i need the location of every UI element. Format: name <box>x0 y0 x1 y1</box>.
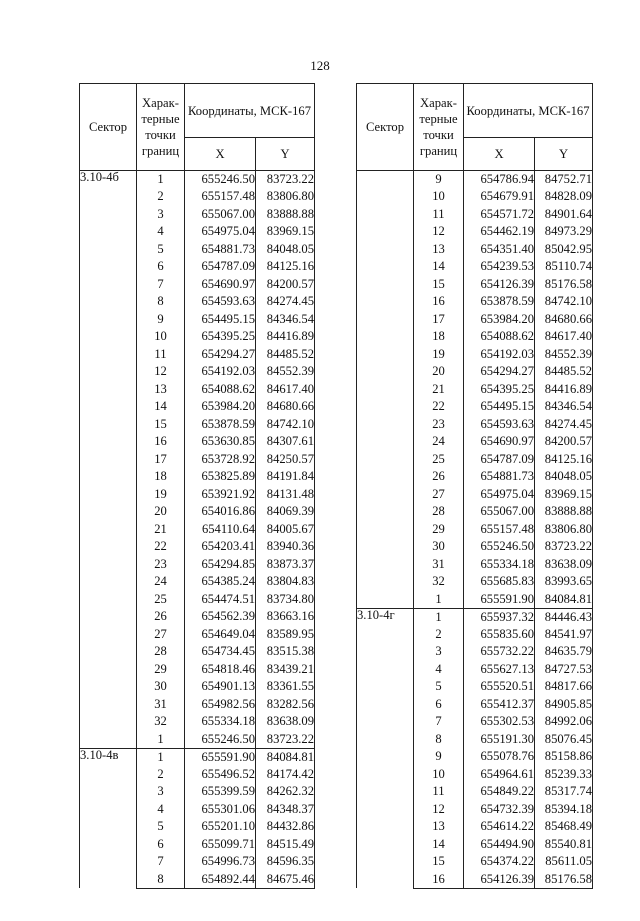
y-coordinate-cell: 84552.39 <box>535 346 593 364</box>
point-number-cell: 6 <box>137 836 185 854</box>
y-coordinate-cell: 85158.86 <box>535 748 593 766</box>
point-number-cell: 31 <box>137 696 185 714</box>
x-coordinate-cell: 655334.18 <box>185 713 256 731</box>
point-number-cell: 23 <box>137 556 185 574</box>
y-coordinate-cell: 83804.83 <box>256 573 315 591</box>
table-row <box>357 171 593 189</box>
x-coordinate-cell: 655685.83 <box>464 573 535 591</box>
point-number-cell: 3 <box>137 206 185 224</box>
point-number-cell: 14 <box>414 258 464 276</box>
point-number-cell: 22 <box>414 398 464 416</box>
point-number-cell: 10 <box>137 328 185 346</box>
y-coordinate-cell: 83723.22 <box>256 171 315 189</box>
y-coordinate-cell: 85176.58 <box>535 276 593 294</box>
point-number-cell: 7 <box>137 853 185 871</box>
point-number-cell: 27 <box>137 626 185 644</box>
point-number-cell: 8 <box>414 731 464 749</box>
y-coordinate-cell: 84274.45 <box>256 293 315 311</box>
y-coordinate-cell: 84596.35 <box>256 853 315 871</box>
x-coordinate-cell: 654562.39 <box>185 608 256 626</box>
x-coordinate-cell: 654385.24 <box>185 573 256 591</box>
y-coordinate-cell: 85176.58 <box>535 871 593 889</box>
point-number-cell: 3 <box>137 783 185 801</box>
y-coordinate-cell: 84446.43 <box>535 608 593 626</box>
x-coordinate-cell: 654474.51 <box>185 591 256 609</box>
y-coordinate-cell: 85540.81 <box>535 836 593 854</box>
point-number-cell: 6 <box>137 258 185 276</box>
point-number-cell: 31 <box>414 556 464 574</box>
point-number-cell: 26 <box>137 608 185 626</box>
header-x: X <box>464 138 535 171</box>
y-coordinate-cell: 84048.05 <box>256 241 315 259</box>
point-number-cell: 30 <box>137 678 185 696</box>
point-number-cell: 17 <box>137 451 185 469</box>
y-coordinate-cell: 83969.15 <box>256 223 315 241</box>
y-coordinate-cell: 85042.95 <box>535 241 593 259</box>
y-coordinate-cell: 85611.05 <box>535 853 593 871</box>
sector-cell: 3.10-4в <box>80 748 137 888</box>
y-coordinate-cell: 83969.15 <box>535 486 593 504</box>
point-number-cell: 16 <box>414 871 464 889</box>
point-number-cell: 21 <box>137 521 185 539</box>
x-coordinate-cell: 654818.46 <box>185 661 256 679</box>
x-coordinate-cell: 654679.91 <box>464 188 535 206</box>
x-coordinate-cell: 654294.27 <box>464 363 535 381</box>
sector-cell <box>357 171 414 609</box>
x-coordinate-cell: 654787.09 <box>464 451 535 469</box>
point-number-cell: 28 <box>137 643 185 661</box>
header-sector: Сектор <box>357 84 414 171</box>
y-coordinate-cell: 83993.65 <box>535 573 593 591</box>
y-coordinate-cell: 83888.88 <box>535 503 593 521</box>
point-number-cell: 15 <box>414 276 464 294</box>
y-coordinate-cell: 83638.09 <box>256 713 315 731</box>
y-coordinate-cell: 84416.89 <box>535 381 593 399</box>
x-coordinate-cell: 655301.06 <box>185 801 256 819</box>
point-number-cell: 9 <box>414 748 464 766</box>
x-coordinate-cell: 654734.45 <box>185 643 256 661</box>
x-coordinate-cell: 655732.22 <box>464 643 535 661</box>
y-coordinate-cell: 83282.56 <box>256 696 315 714</box>
x-coordinate-cell: 655067.00 <box>464 503 535 521</box>
x-coordinate-cell: 654395.25 <box>464 381 535 399</box>
point-number-cell: 18 <box>414 328 464 346</box>
x-coordinate-cell: 653984.20 <box>185 398 256 416</box>
point-number-cell: 10 <box>414 188 464 206</box>
x-coordinate-cell: 654690.97 <box>464 433 535 451</box>
point-number-cell: 19 <box>137 486 185 504</box>
x-coordinate-cell: 654786.94 <box>464 171 535 189</box>
x-coordinate-cell: 654192.03 <box>185 363 256 381</box>
y-coordinate-cell: 84905.85 <box>535 696 593 714</box>
y-coordinate-cell: 84617.40 <box>535 328 593 346</box>
point-number-cell: 22 <box>137 538 185 556</box>
y-coordinate-cell: 84515.49 <box>256 836 315 854</box>
header-boundary-points: Харак-терные точки границ <box>414 84 464 171</box>
point-number-cell: 9 <box>137 311 185 329</box>
y-coordinate-cell: 84191.84 <box>256 468 315 486</box>
x-coordinate-cell: 654495.15 <box>185 311 256 329</box>
point-number-cell: 2 <box>414 626 464 644</box>
x-coordinate-cell: 655835.60 <box>464 626 535 644</box>
x-coordinate-cell: 654849.22 <box>464 783 535 801</box>
point-number-cell: 25 <box>137 591 185 609</box>
x-coordinate-cell: 654881.73 <box>185 241 256 259</box>
y-coordinate-cell: 84262.32 <box>256 783 315 801</box>
point-number-cell: 9 <box>414 171 464 189</box>
y-coordinate-cell: 84307.61 <box>256 433 315 451</box>
header-x: X <box>185 138 256 171</box>
x-coordinate-cell: 655078.76 <box>464 748 535 766</box>
y-coordinate-cell: 83361.55 <box>256 678 315 696</box>
y-coordinate-cell: 83515.38 <box>256 643 315 661</box>
x-coordinate-cell: 655334.18 <box>464 556 535 574</box>
x-coordinate-cell: 655157.48 <box>185 188 256 206</box>
point-number-cell: 14 <box>137 398 185 416</box>
y-coordinate-cell: 83734.80 <box>256 591 315 609</box>
x-coordinate-cell: 655399.59 <box>185 783 256 801</box>
header-coordinates: Координаты, МСК-167 <box>185 84 315 138</box>
y-coordinate-cell: 85468.49 <box>535 818 593 836</box>
y-coordinate-cell: 84416.89 <box>256 328 315 346</box>
point-number-cell: 11 <box>414 206 464 224</box>
x-coordinate-cell: 654239.53 <box>464 258 535 276</box>
y-coordinate-cell: 84828.09 <box>535 188 593 206</box>
point-number-cell: 1 <box>414 591 464 609</box>
y-coordinate-cell: 84727.53 <box>535 661 593 679</box>
x-coordinate-cell: 654126.39 <box>464 871 535 889</box>
x-coordinate-cell: 654495.15 <box>464 398 535 416</box>
table-row <box>80 748 315 766</box>
point-number-cell: 12 <box>414 801 464 819</box>
header-coordinates: Координаты, МСК-167 <box>464 84 593 138</box>
y-coordinate-cell: 83940.36 <box>256 538 315 556</box>
x-coordinate-cell: 655157.48 <box>464 521 535 539</box>
point-number-cell: 18 <box>137 468 185 486</box>
y-coordinate-cell: 84680.66 <box>256 398 315 416</box>
x-coordinate-cell: 653921.92 <box>185 486 256 504</box>
point-number-cell: 30 <box>414 538 464 556</box>
x-coordinate-cell: 655412.37 <box>464 696 535 714</box>
point-number-cell: 2 <box>137 188 185 206</box>
point-number-cell: 13 <box>414 241 464 259</box>
x-coordinate-cell: 654126.39 <box>464 276 535 294</box>
y-coordinate-cell: 84617.40 <box>256 381 315 399</box>
point-number-cell: 7 <box>414 713 464 731</box>
point-number-cell: 32 <box>137 713 185 731</box>
x-coordinate-cell: 655302.53 <box>464 713 535 731</box>
x-coordinate-cell: 654203.41 <box>185 538 256 556</box>
y-coordinate-cell: 84485.52 <box>256 346 315 364</box>
point-number-cell: 19 <box>414 346 464 364</box>
y-coordinate-cell: 84635.79 <box>535 643 593 661</box>
y-coordinate-cell: 83638.09 <box>535 556 593 574</box>
point-number-cell: 10 <box>414 766 464 784</box>
y-coordinate-cell: 84973.29 <box>535 223 593 241</box>
x-coordinate-cell: 655246.50 <box>185 171 256 189</box>
y-coordinate-cell: 85076.45 <box>535 731 593 749</box>
y-coordinate-cell: 84069.39 <box>256 503 315 521</box>
y-coordinate-cell: 83806.80 <box>256 188 315 206</box>
y-coordinate-cell: 84485.52 <box>535 363 593 381</box>
y-coordinate-cell: 85110.74 <box>535 258 593 276</box>
point-number-cell: 27 <box>414 486 464 504</box>
page-number: 128 <box>310 58 330 73</box>
y-coordinate-cell: 84742.10 <box>256 416 315 434</box>
point-number-cell: 12 <box>137 363 185 381</box>
x-coordinate-cell: 655201.10 <box>185 818 256 836</box>
y-coordinate-cell: 84348.37 <box>256 801 315 819</box>
point-number-cell: 24 <box>137 573 185 591</box>
point-number-cell: 26 <box>414 468 464 486</box>
y-coordinate-cell: 83589.95 <box>256 626 315 644</box>
point-number-cell: 11 <box>137 346 185 364</box>
x-coordinate-cell: 655067.00 <box>185 206 256 224</box>
y-coordinate-cell: 84131.48 <box>256 486 315 504</box>
y-coordinate-cell: 84432.86 <box>256 818 315 836</box>
x-coordinate-cell: 653825.89 <box>185 468 256 486</box>
table-row <box>80 171 315 189</box>
x-coordinate-cell: 654016.86 <box>185 503 256 521</box>
x-coordinate-cell: 654462.19 <box>464 223 535 241</box>
y-coordinate-cell: 83663.16 <box>256 608 315 626</box>
x-coordinate-cell: 653878.59 <box>464 293 535 311</box>
x-coordinate-cell: 655246.50 <box>464 538 535 556</box>
x-coordinate-cell: 654732.39 <box>464 801 535 819</box>
x-coordinate-cell: 654881.73 <box>464 468 535 486</box>
point-number-cell: 23 <box>414 416 464 434</box>
x-coordinate-cell: 654892.44 <box>185 871 256 889</box>
y-coordinate-cell: 84346.54 <box>535 398 593 416</box>
y-coordinate-cell: 84048.05 <box>535 468 593 486</box>
point-number-cell: 14 <box>414 836 464 854</box>
header-boundary-points: Харак-терные точки границ <box>137 84 185 171</box>
coordinates-table-left <box>79 83 315 889</box>
point-number-cell: 1 <box>137 171 185 189</box>
point-number-cell: 20 <box>137 503 185 521</box>
sector-cell: 3.10-4б <box>80 171 137 749</box>
point-number-cell: 7 <box>137 276 185 294</box>
point-number-cell: 1 <box>137 731 185 749</box>
x-coordinate-cell: 655591.90 <box>464 591 535 609</box>
y-coordinate-cell: 84125.16 <box>535 451 593 469</box>
point-number-cell: 4 <box>137 801 185 819</box>
x-coordinate-cell: 654192.03 <box>464 346 535 364</box>
point-number-cell: 4 <box>137 223 185 241</box>
x-coordinate-cell: 654787.09 <box>185 258 256 276</box>
y-coordinate-cell: 84200.57 <box>256 276 315 294</box>
point-number-cell: 6 <box>414 696 464 714</box>
y-coordinate-cell: 83723.22 <box>535 538 593 556</box>
y-coordinate-cell: 84992.06 <box>535 713 593 731</box>
point-number-cell: 5 <box>414 678 464 696</box>
point-number-cell: 20 <box>414 363 464 381</box>
point-number-cell: 5 <box>137 818 185 836</box>
y-coordinate-cell: 84084.81 <box>256 748 315 766</box>
point-number-cell: 15 <box>137 416 185 434</box>
x-coordinate-cell: 654975.04 <box>185 223 256 241</box>
point-number-cell: 28 <box>414 503 464 521</box>
y-coordinate-cell: 84901.64 <box>535 206 593 224</box>
y-coordinate-cell: 84274.45 <box>535 416 593 434</box>
coordinates-table-right <box>356 83 593 889</box>
table-row <box>357 608 593 626</box>
point-number-cell: 1 <box>414 608 464 626</box>
y-coordinate-cell: 84752.71 <box>535 171 593 189</box>
header-y: Y <box>535 138 593 171</box>
x-coordinate-cell: 655191.30 <box>464 731 535 749</box>
x-coordinate-cell: 653984.20 <box>464 311 535 329</box>
y-coordinate-cell: 85317.74 <box>535 783 593 801</box>
point-number-cell: 3 <box>414 643 464 661</box>
x-coordinate-cell: 654374.22 <box>464 853 535 871</box>
header-y: Y <box>256 138 315 171</box>
x-coordinate-cell: 654593.63 <box>185 293 256 311</box>
point-number-cell: 1 <box>137 748 185 766</box>
x-coordinate-cell: 653728.92 <box>185 451 256 469</box>
point-number-cell: 5 <box>137 241 185 259</box>
y-coordinate-cell: 83806.80 <box>535 521 593 539</box>
y-coordinate-cell: 83723.22 <box>256 731 315 749</box>
x-coordinate-cell: 653630.85 <box>185 433 256 451</box>
point-number-cell: 32 <box>414 573 464 591</box>
point-number-cell: 13 <box>414 818 464 836</box>
y-coordinate-cell: 84200.57 <box>535 433 593 451</box>
x-coordinate-cell: 654088.62 <box>185 381 256 399</box>
x-coordinate-cell: 654088.62 <box>464 328 535 346</box>
y-coordinate-cell: 84742.10 <box>535 293 593 311</box>
y-coordinate-cell: 85394.18 <box>535 801 593 819</box>
y-coordinate-cell: 84346.54 <box>256 311 315 329</box>
y-coordinate-cell: 85239.33 <box>535 766 593 784</box>
point-number-cell: 11 <box>414 783 464 801</box>
x-coordinate-cell: 654690.97 <box>185 276 256 294</box>
y-coordinate-cell: 84675.46 <box>256 871 315 889</box>
x-coordinate-cell: 655591.90 <box>185 748 256 766</box>
sector-cell: 3.10-4г <box>357 608 414 888</box>
x-coordinate-cell: 654494.90 <box>464 836 535 854</box>
point-number-cell: 13 <box>137 381 185 399</box>
x-coordinate-cell: 655520.51 <box>464 678 535 696</box>
y-coordinate-cell: 83439.21 <box>256 661 315 679</box>
x-coordinate-cell: 654996.73 <box>185 853 256 871</box>
x-coordinate-cell: 655246.50 <box>185 731 256 749</box>
y-coordinate-cell: 84680.66 <box>535 311 593 329</box>
point-number-cell: 17 <box>414 311 464 329</box>
y-coordinate-cell: 84250.57 <box>256 451 315 469</box>
y-coordinate-cell: 84005.67 <box>256 521 315 539</box>
y-coordinate-cell: 84541.97 <box>535 626 593 644</box>
x-coordinate-cell: 654110.64 <box>185 521 256 539</box>
x-coordinate-cell: 655937.32 <box>464 608 535 626</box>
x-coordinate-cell: 655099.71 <box>185 836 256 854</box>
x-coordinate-cell: 654649.04 <box>185 626 256 644</box>
y-coordinate-cell: 84817.66 <box>535 678 593 696</box>
point-number-cell: 21 <box>414 381 464 399</box>
point-number-cell: 8 <box>137 293 185 311</box>
point-number-cell: 15 <box>414 853 464 871</box>
x-coordinate-cell: 653878.59 <box>185 416 256 434</box>
y-coordinate-cell: 84174.42 <box>256 766 315 784</box>
header-sector: Сектор <box>80 84 137 171</box>
point-number-cell: 16 <box>414 293 464 311</box>
x-coordinate-cell: 654593.63 <box>464 416 535 434</box>
left-table-body <box>80 171 315 889</box>
point-number-cell: 16 <box>137 433 185 451</box>
y-coordinate-cell: 84552.39 <box>256 363 315 381</box>
x-coordinate-cell: 654351.40 <box>464 241 535 259</box>
y-coordinate-cell: 83873.37 <box>256 556 315 574</box>
point-number-cell: 12 <box>414 223 464 241</box>
point-number-cell: 2 <box>137 766 185 784</box>
x-coordinate-cell: 654982.56 <box>185 696 256 714</box>
point-number-cell: 8 <box>137 871 185 889</box>
x-coordinate-cell: 654614.22 <box>464 818 535 836</box>
x-coordinate-cell: 655496.52 <box>185 766 256 784</box>
x-coordinate-cell: 654964.61 <box>464 766 535 784</box>
point-number-cell: 25 <box>414 451 464 469</box>
x-coordinate-cell: 654294.27 <box>185 346 256 364</box>
y-coordinate-cell: 83888.88 <box>256 206 315 224</box>
point-number-cell: 29 <box>414 521 464 539</box>
point-number-cell: 29 <box>137 661 185 679</box>
point-number-cell: 24 <box>414 433 464 451</box>
point-number-cell: 4 <box>414 661 464 679</box>
x-coordinate-cell: 655627.13 <box>464 661 535 679</box>
right-table-body <box>357 171 593 889</box>
y-coordinate-cell: 84125.16 <box>256 258 315 276</box>
y-coordinate-cell: 84084.81 <box>535 591 593 609</box>
x-coordinate-cell: 654294.85 <box>185 556 256 574</box>
x-coordinate-cell: 654395.25 <box>185 328 256 346</box>
x-coordinate-cell: 654901.13 <box>185 678 256 696</box>
x-coordinate-cell: 654975.04 <box>464 486 535 504</box>
x-coordinate-cell: 654571.72 <box>464 206 535 224</box>
